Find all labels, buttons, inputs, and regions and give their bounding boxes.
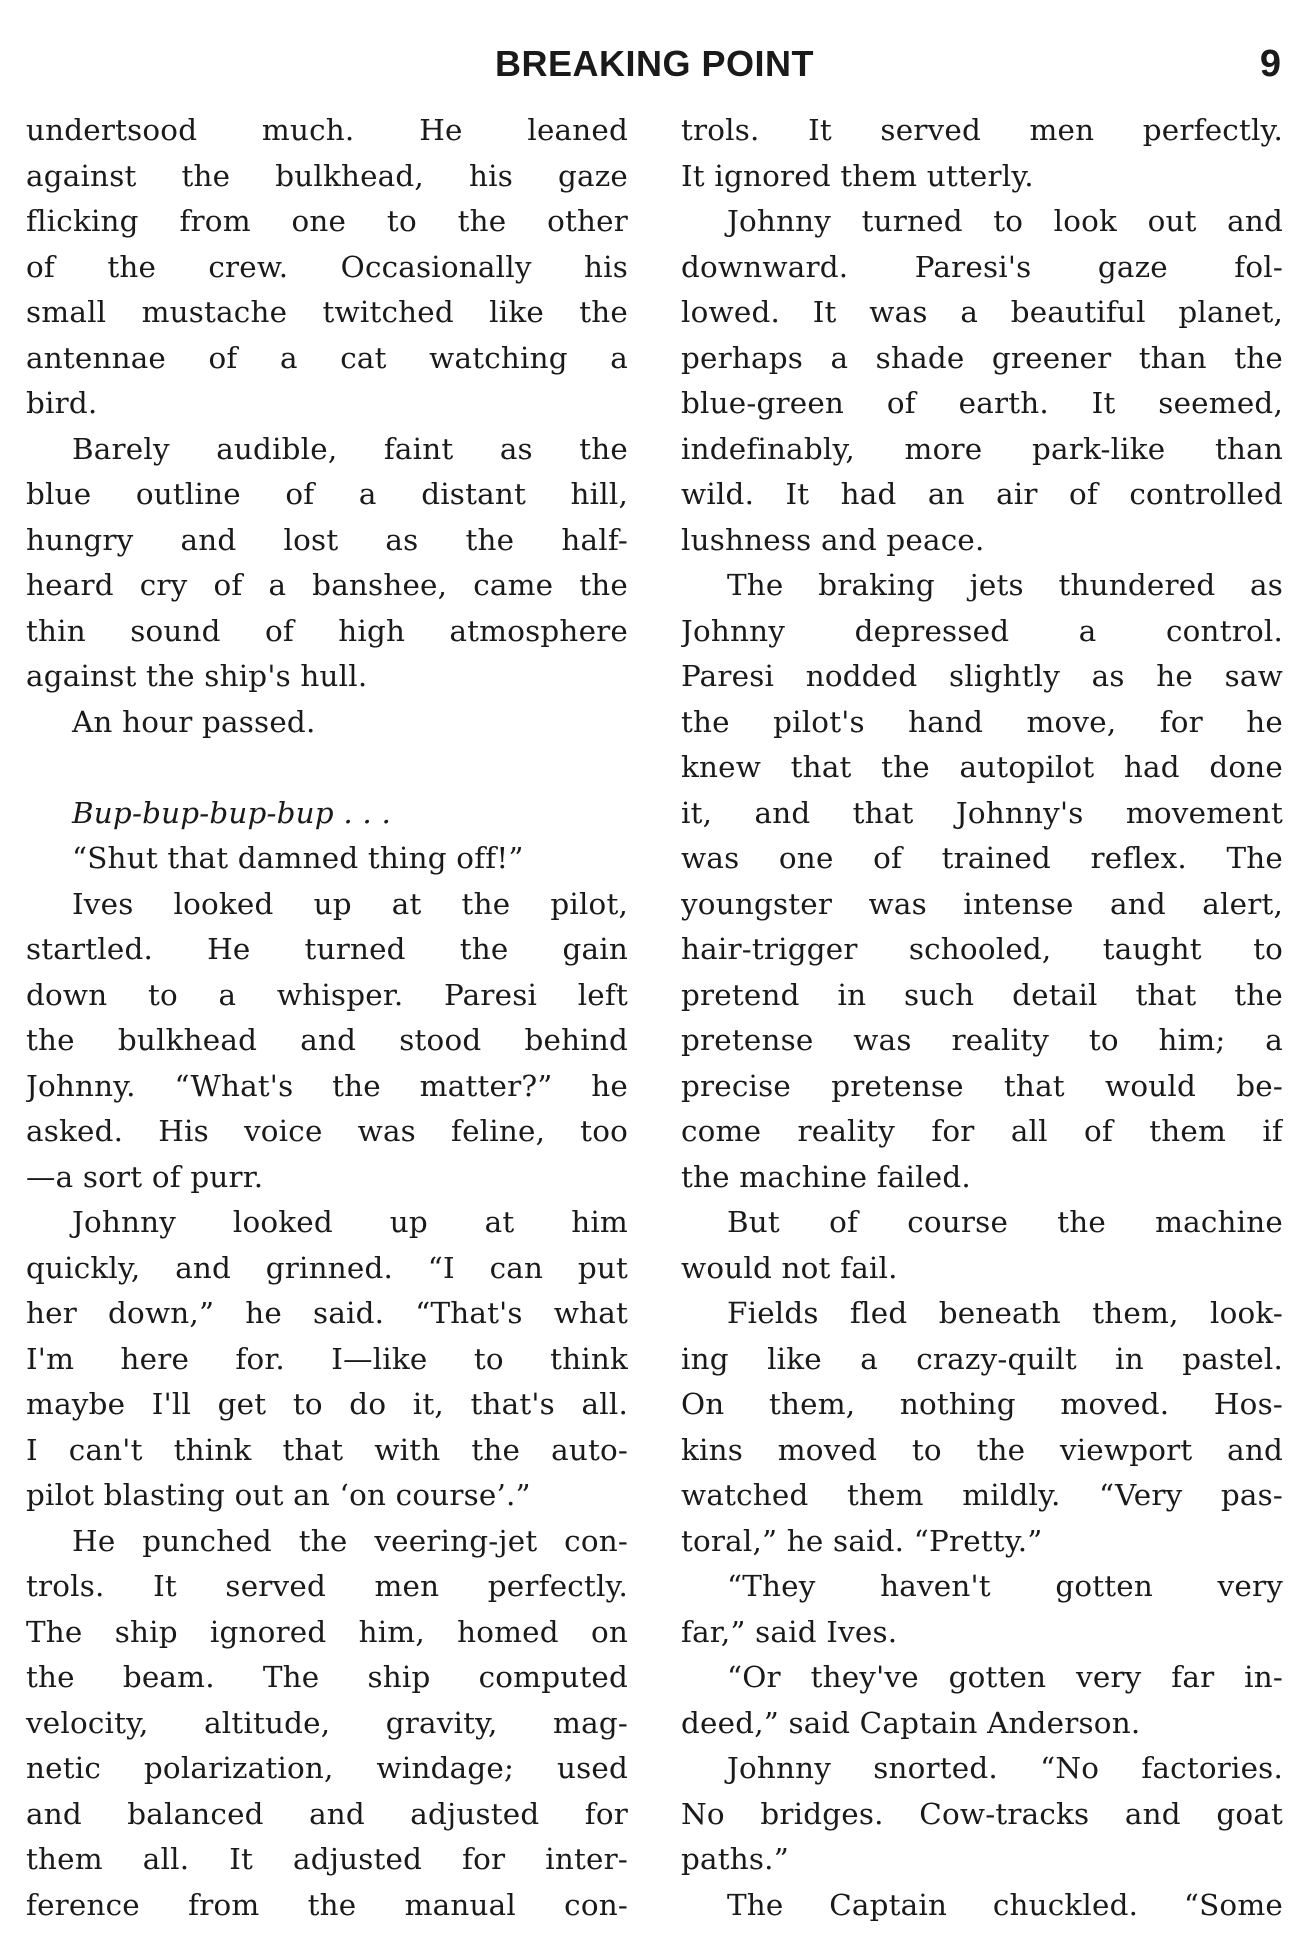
text-line: maybe I'll get to do it, that's all. <box>26 1387 628 1421</box>
text-line: knew that the autopilot had done <box>681 750 1283 784</box>
text-line: I can't think that with the auto- <box>26 1432 628 1467</box>
text-line: watched them mildly. “Very pas- <box>681 1478 1283 1512</box>
text-line: bird. <box>26 386 98 420</box>
text-line: —a sort of purr. <box>26 1159 264 1194</box>
text-line: and balanced and adjusted for <box>26 1796 628 1831</box>
text-line: pretend in such detail that the <box>681 977 1283 1012</box>
text-line: Fields fled beneath them, look- <box>727 1296 1283 1330</box>
text-line: youngster was intense and alert, <box>681 886 1283 921</box>
text-line: Johnny turned to look out and <box>727 204 1283 238</box>
text-line: Barely audible, faint as the <box>72 431 628 466</box>
text-line: was one of trained reflex. The <box>681 841 1283 875</box>
text-line: it, and that Johnny's movement <box>681 795 1283 830</box>
text-line: It ignored them utterly. <box>681 158 1034 193</box>
text-line: perhaps a shade greener than the <box>681 340 1283 375</box>
text-line: flicking from one to the other <box>26 204 628 238</box>
running-title: BREAKING POINT <box>494 43 814 84</box>
text-line: hair-trigger schooled, taught to <box>681 932 1283 966</box>
text-line: kins moved to the viewport and <box>681 1432 1283 1467</box>
text-line <box>26 745 628 791</box>
text-line: them all. It adjusted for inter- <box>26 1842 628 1876</box>
text-line: against the bulkhead, his gaze <box>26 158 628 193</box>
text-line: No bridges. Cow-tracks and goat <box>681 1796 1283 1831</box>
text-line: her down,” he said. “That's what <box>26 1296 628 1330</box>
text-line: netic polarization, windage; used <box>26 1751 628 1785</box>
text-line: blue outline of a distant hill, <box>26 477 628 511</box>
text-line: Paresi nodded slightly as he saw <box>681 659 1283 693</box>
text-line: would not fail. <box>681 1250 898 1285</box>
text-line: lowed. It was a beautiful planet, <box>681 295 1283 329</box>
text-line: I'm here for. I—like to think <box>26 1341 628 1376</box>
text-line: precise pretense that would be- <box>681 1068 1283 1103</box>
text-line: Johnny snorted. “No factories. <box>727 1751 1283 1785</box>
text-line: antennae of a cat watching a <box>26 340 628 375</box>
text-line: small mustache twitched like the <box>26 295 628 329</box>
text-line: Ives looked up at the pilot, <box>72 886 628 921</box>
text-line: come reality for all of them if <box>681 1114 1283 1148</box>
text-line: hungry and lost as the half- <box>26 522 628 557</box>
text-line: toral,” he said. “Pretty.” <box>681 1523 1043 1558</box>
left-column <box>26 108 628 1928</box>
text-line: The ship ignored him, homed on <box>26 1614 628 1649</box>
text-line: down to a whisper. Paresi left <box>26 977 628 1012</box>
text-line: blue-green of earth. It seemed, <box>681 386 1283 420</box>
page-header <box>0 34 1309 94</box>
text-line: heard cry of a banshee, came the <box>26 568 628 602</box>
text-line: ference from the manual con- <box>26 1887 628 1922</box>
text-line: quickly, and grinned. “I can put <box>26 1250 628 1285</box>
text-line: wild. It had an air of controlled <box>681 477 1283 511</box>
text-line: Bup-bup-bup-bup . . . <box>72 795 392 830</box>
text-line: startled. He turned the gain <box>26 932 628 966</box>
text-line: “Shut that damned thing off!” <box>72 841 524 875</box>
text-line: against the ship's hull. <box>26 659 368 693</box>
text-line: trols. It served men perfectly. <box>26 1569 628 1603</box>
text-line: trols. It served men perfectly. <box>681 113 1283 147</box>
text-line: indefinably, more park-like than <box>681 431 1283 466</box>
text-line: paths.” <box>681 1842 789 1876</box>
text-line: pilot blasting out an ‘on course’.” <box>26 1478 531 1512</box>
text-line: the pilot's hand move, for he <box>681 704 1283 739</box>
text-line: the machine failed. <box>681 1159 971 1194</box>
text-line: But of course the machine <box>727 1205 1283 1239</box>
text-line: “Or they've gotten very far in- <box>727 1660 1283 1694</box>
text-line: undertsood much. He leaned <box>26 113 628 147</box>
text-line: far,” said Ives. <box>681 1614 898 1649</box>
text-line: The Captain chuckled. “Some <box>727 1887 1283 1922</box>
text-line: Johnny. “What's the matter?” he <box>26 1068 628 1103</box>
text-line: thin sound of high atmosphere <box>26 613 628 648</box>
right-column <box>681 108 1283 1928</box>
text-line: The braking jets thundered as <box>727 568 1283 602</box>
text-line: the beam. The ship computed <box>26 1660 628 1694</box>
text-line: He punched the veering-jet con- <box>72 1523 628 1558</box>
text-line: On them, nothing moved. Hos- <box>681 1387 1283 1421</box>
text-line: Johnny depressed a control. <box>681 613 1283 648</box>
text-line: of the crew. Occasionally his <box>26 249 628 284</box>
text-line: deed,” said Captain Anderson. <box>681 1705 1141 1740</box>
text-line: velocity, altitude, gravity, mag- <box>26 1705 628 1740</box>
text-line: “They haven't gotten very <box>727 1569 1283 1603</box>
text-line: lushness and peace. <box>681 522 985 557</box>
text-line: Johnny looked up at him <box>72 1205 628 1239</box>
page-number: 9 <box>1259 43 1281 85</box>
text-line: asked. His voice was feline, too <box>26 1114 628 1148</box>
text-line: the bulkhead and stood behind <box>26 1023 628 1057</box>
text-line: ing like a crazy-quilt in pastel. <box>681 1341 1283 1376</box>
text-line: An hour passed. <box>72 704 316 739</box>
text-line: downward. Paresi's gaze fol- <box>681 249 1283 284</box>
text-line: pretense was reality to him; a <box>681 1023 1283 1057</box>
